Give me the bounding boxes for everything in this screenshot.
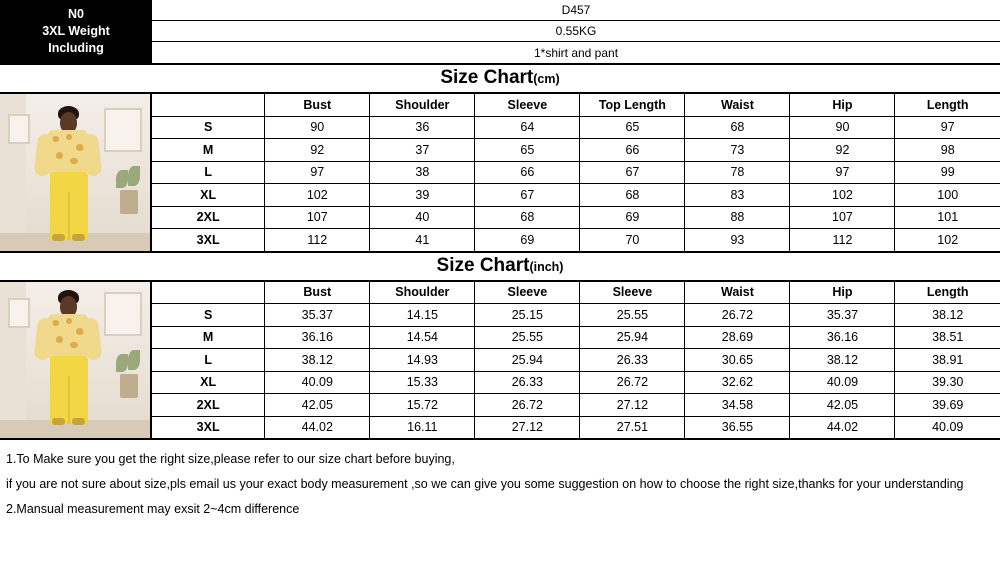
cell-hip: 44.02 xyxy=(790,416,895,438)
col-sleeve: Sleeve xyxy=(475,94,580,116)
col-hip: Hip xyxy=(790,282,895,304)
cell-sleeve-2: 26.33 xyxy=(580,349,685,372)
cell-top-length: 67 xyxy=(580,161,685,184)
cell-sleeve-2: 27.12 xyxy=(580,394,685,417)
col-shoulder: Shoulder xyxy=(370,282,475,304)
cell-hip: 90 xyxy=(790,116,895,139)
col-sleeve-2: Sleeve xyxy=(580,282,685,304)
cell-sleeve-2: 25.55 xyxy=(580,304,685,327)
cell-top-length: 68 xyxy=(580,184,685,207)
cell-sleeve: 25.94 xyxy=(475,349,580,372)
size-chart-inch-title xyxy=(0,253,1000,282)
row-size-label: L xyxy=(152,349,265,372)
cell-bust: 107 xyxy=(265,206,370,229)
cell-sleeve: 25.15 xyxy=(475,304,580,327)
cell-waist: 78 xyxy=(685,161,790,184)
row-size-label: 2XL xyxy=(152,394,265,417)
cell-length: 39.30 xyxy=(895,371,1000,394)
cell-bust: 36.16 xyxy=(265,326,370,349)
cell-hip: 40.09 xyxy=(790,371,895,394)
col-shoulder: Shoulder xyxy=(370,94,475,116)
cell-shoulder: 38 xyxy=(370,161,475,184)
table-header-row xyxy=(152,94,1000,116)
cell-top-length: 66 xyxy=(580,139,685,162)
cell-shoulder: 15.72 xyxy=(370,394,475,417)
cell-hip: 35.37 xyxy=(790,304,895,327)
cell-shoulder: 14.15 xyxy=(370,304,475,327)
cell-length: 99 xyxy=(895,161,1000,184)
cell-sleeve-2: 25.94 xyxy=(580,326,685,349)
cell-shoulder: 15.33 xyxy=(370,371,475,394)
table-row xyxy=(152,326,1000,349)
size-table-inch-wrap xyxy=(152,282,1000,439)
table-row xyxy=(152,184,1000,207)
cell-length: 98 xyxy=(895,139,1000,162)
row-size-label: S xyxy=(152,304,265,327)
size-chart-cm-section xyxy=(0,94,1000,253)
col-top-length: Top Length xyxy=(580,94,685,116)
cell-bust: 102 xyxy=(265,184,370,207)
table-row xyxy=(152,161,1000,184)
col-length: Length xyxy=(895,282,1000,304)
product-header-values xyxy=(152,0,1000,63)
table-row xyxy=(152,416,1000,438)
cell-waist: 93 xyxy=(685,229,790,251)
row-size-label: S xyxy=(152,116,265,139)
cell-length: 38.51 xyxy=(895,326,1000,349)
product-header-label xyxy=(0,0,152,63)
cell-shoulder: 16.11 xyxy=(370,416,475,438)
cell-waist: 83 xyxy=(685,184,790,207)
cell-bust: 40.09 xyxy=(265,371,370,394)
row-size-label: 3XL xyxy=(152,416,265,438)
cell-sleeve: 27.12 xyxy=(475,416,580,438)
cell-top-length: 65 xyxy=(580,116,685,139)
size-table-inch xyxy=(152,282,1000,439)
cell-sleeve: 25.55 xyxy=(475,326,580,349)
cell-bust: 44.02 xyxy=(265,416,370,438)
cell-bust: 42.05 xyxy=(265,394,370,417)
cell-length: 101 xyxy=(895,206,1000,229)
cell-top-length: 70 xyxy=(580,229,685,251)
row-size-label: 2XL xyxy=(152,206,265,229)
col-bust: Bust xyxy=(265,94,370,116)
col-waist: Waist xyxy=(685,282,790,304)
cell-waist: 68 xyxy=(685,116,790,139)
row-size-label: 3XL xyxy=(152,229,265,251)
product-weight: 0.55KG xyxy=(152,21,1000,42)
cell-bust: 35.37 xyxy=(265,304,370,327)
size-table-cm xyxy=(152,94,1000,251)
cell-sleeve: 68 xyxy=(475,206,580,229)
cell-waist: 73 xyxy=(685,139,790,162)
col-hip: Hip xyxy=(790,94,895,116)
row-size-label: L xyxy=(152,161,265,184)
product-header xyxy=(0,0,1000,65)
cell-sleeve: 69 xyxy=(475,229,580,251)
size-chart-inch-section xyxy=(0,282,1000,441)
cell-hip: 107 xyxy=(790,206,895,229)
notes-section xyxy=(0,440,1000,521)
cell-length: 39.69 xyxy=(895,394,1000,417)
note-2: if you are not sure about size,pls email us your exact body measurement ,so we can give you some suggestion on how to choose the right size,thanks for your understanding xyxy=(6,477,964,491)
cell-shoulder: 36 xyxy=(370,116,475,139)
cell-length: 100 xyxy=(895,184,1000,207)
size-chart-cm-title xyxy=(0,65,1000,94)
size-chart-cm-unit: (cm) xyxy=(533,72,560,86)
cell-shoulder: 40 xyxy=(370,206,475,229)
cell-hip: 102 xyxy=(790,184,895,207)
row-size-label: XL xyxy=(152,184,265,207)
cell-shoulder: 14.93 xyxy=(370,349,475,372)
cell-top-length: 69 xyxy=(580,206,685,229)
cell-bust: 38.12 xyxy=(265,349,370,372)
cell-sleeve: 66 xyxy=(475,161,580,184)
cell-waist: 36.55 xyxy=(685,416,790,438)
cell-sleeve-2: 26.72 xyxy=(580,371,685,394)
cell-waist: 34.58 xyxy=(685,394,790,417)
row-size-label: M xyxy=(152,326,265,349)
cell-length: 102 xyxy=(895,229,1000,251)
header-line-1: N0 xyxy=(68,7,84,21)
cell-length: 38.91 xyxy=(895,349,1000,372)
size-table-cm-wrap xyxy=(152,94,1000,251)
cell-sleeve: 67 xyxy=(475,184,580,207)
col-size xyxy=(152,94,265,116)
cell-waist: 26.72 xyxy=(685,304,790,327)
table-row xyxy=(152,394,1000,417)
cell-shoulder: 37 xyxy=(370,139,475,162)
table-row xyxy=(152,116,1000,139)
col-length: Length xyxy=(895,94,1000,116)
cell-sleeve-2: 27.51 xyxy=(580,416,685,438)
row-size-label: M xyxy=(152,139,265,162)
cell-sleeve: 65 xyxy=(475,139,580,162)
cell-length: 40.09 xyxy=(895,416,1000,438)
cell-bust: 97 xyxy=(265,161,370,184)
product-contents: 1*shirt and pant xyxy=(533,45,619,60)
table-row xyxy=(152,229,1000,251)
cell-bust: 92 xyxy=(265,139,370,162)
size-chart-inch-unit: (inch) xyxy=(529,259,564,274)
col-sleeve: Sleeve xyxy=(475,282,580,304)
cell-bust: 112 xyxy=(265,229,370,251)
table-row xyxy=(152,304,1000,327)
col-size xyxy=(152,282,265,304)
cell-waist: 88 xyxy=(685,206,790,229)
size-chart-cm-title-text: Size Chart xyxy=(440,67,534,88)
table-row xyxy=(152,206,1000,229)
cell-shoulder: 41 xyxy=(370,229,475,251)
cell-sleeve: 64 xyxy=(475,116,580,139)
table-header-row xyxy=(152,282,1000,304)
size-chart-inch-title-text: Size Chart xyxy=(436,254,530,276)
row-size-label: XL xyxy=(152,371,265,394)
cell-hip: 112 xyxy=(790,229,895,251)
note-3: 2.Mansual measurement may exsit 2~4cm difference xyxy=(6,502,300,516)
cell-length: 97 xyxy=(895,116,1000,139)
cell-hip: 36.16 xyxy=(790,326,895,349)
cell-shoulder: 39 xyxy=(370,184,475,207)
cell-shoulder: 14.54 xyxy=(370,326,475,349)
cell-sleeve: 26.33 xyxy=(475,371,580,394)
table-row xyxy=(152,371,1000,394)
table-row xyxy=(152,139,1000,162)
cell-waist: 28.69 xyxy=(685,326,790,349)
cell-bust: 90 xyxy=(265,116,370,139)
cell-sleeve: 26.72 xyxy=(475,394,580,417)
header-line-2: 3XL Weight xyxy=(42,24,110,38)
cell-hip: 97 xyxy=(790,161,895,184)
cell-hip: 92 xyxy=(790,139,895,162)
product-photo-cm xyxy=(0,94,152,251)
cell-waist: 32.62 xyxy=(685,371,790,394)
header-line-3: Including xyxy=(48,41,104,55)
cell-hip: 42.05 xyxy=(790,394,895,417)
cell-length: 38.12 xyxy=(895,304,1000,327)
table-row xyxy=(152,349,1000,372)
product-photo-inch xyxy=(0,282,152,439)
product-code: D457 xyxy=(152,0,1000,21)
note-1: 1.To Make sure you get the right size,please refer to our size chart before buying, xyxy=(6,452,455,466)
col-waist: Waist xyxy=(685,94,790,116)
col-bust: Bust xyxy=(265,282,370,304)
cell-hip: 38.12 xyxy=(790,349,895,372)
cell-waist: 30.65 xyxy=(685,349,790,372)
